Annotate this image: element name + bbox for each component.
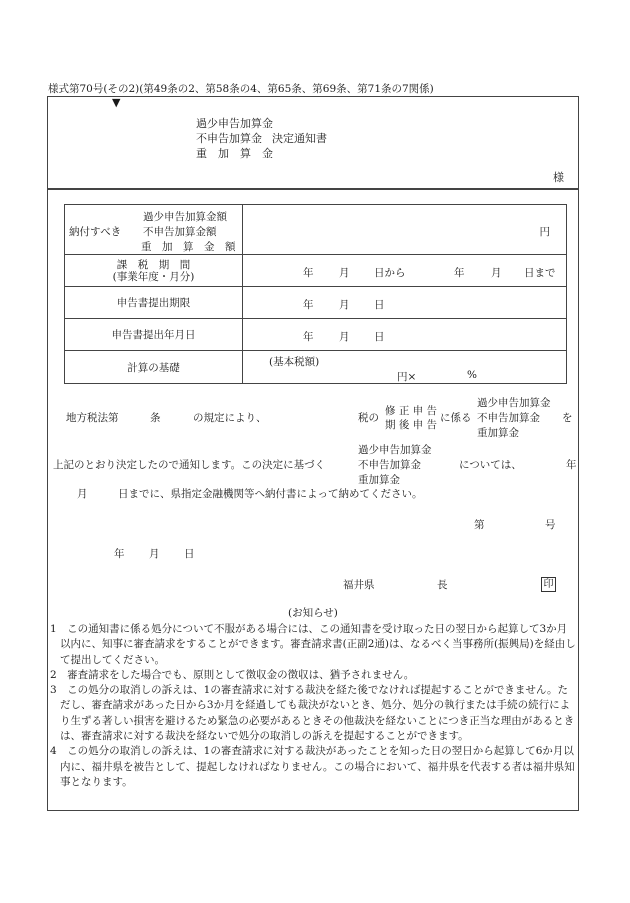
table-row (65, 255, 567, 287)
amount-label-1: 過少申告加算金額 (143, 210, 227, 223)
pay-year: 年 (566, 459, 577, 471)
basis-value-cell[interactable] (243, 351, 567, 384)
doc-number-go: 号 (545, 519, 556, 531)
period-to: 日まで (524, 266, 556, 279)
deadline-label-cell: 申告書提出期限 (65, 287, 243, 319)
deadline-month: 月 (339, 298, 350, 311)
period-value-cell[interactable] (243, 255, 567, 287)
deadline-day: 日 (374, 298, 385, 311)
revise-option-1: 修 正 申 告 (385, 405, 438, 417)
amount-value-cell[interactable] (243, 205, 567, 255)
about-text: については、 (459, 459, 522, 471)
title-line-2 (196, 133, 327, 146)
seal-icon: 印 (541, 577, 556, 592)
title-line-3: 重 加 算 金 (196, 147, 273, 160)
table-row (65, 205, 567, 255)
law-prefix: 地方税法第 (66, 412, 119, 424)
issue-month: 月 (149, 548, 160, 560)
basis-percent: % (467, 368, 477, 381)
pay-instruction: 日までに、県指定金融機関等へ納付書によって納めてください。 (118, 488, 423, 500)
table-row (65, 319, 567, 351)
notice-item-2: 2 審査請求をした場合でも、原則として徴収金の徴収は、猶予されません。 (50, 668, 415, 681)
notice-item-4: 4 この処分の取消しの訴えは、1の審査請求に対する裁決があったことを知った日の翌日から起算して6か月以内に、福井県を被告として、提起しなければなりません。この場合において、福井県を代表する者は福井県知事となります。 (50, 745, 575, 788)
basic-tax-label: (基本税額) (269, 355, 320, 368)
title-line-2a: 不申告加算金 (196, 132, 262, 145)
amount-label-2: 不申告加算金額 (143, 225, 217, 238)
submit-month: 月 (339, 330, 350, 343)
kasan-option-2: 不申告加算金 (477, 412, 540, 424)
issue-day: 日 (184, 548, 195, 560)
kasan-option-b2: 不申告加算金 (358, 459, 421, 471)
kasan-option-1: 過少申告加算金 (477, 397, 551, 409)
wo-particle: を (562, 412, 573, 424)
info-table (64, 204, 567, 384)
period-sublabel: (事業年度・月分) (112, 270, 195, 283)
notice-item-3: 3 この処分の取消しの訴えは、1の審査請求に対する裁決を経た後でなければ提起することができません。ただし、審査請求があった日から3か月を経過しても裁決がないとき、処分、処分の執行または手続の続行により生ずる著しい損害を避けるため緊急の必要があるときその他裁決を経ないことにつき正当な理由があるときは、審査請求に対する裁決を経ないで処分の取消しの訴えを提起することができます。 (50, 684, 575, 743)
basis-label-cell: 計算の基礎 (65, 351, 243, 384)
decided-text: 上記のとおり決定したので通知します。この決定に基づく (53, 459, 326, 471)
deadline-value-cell[interactable] (243, 287, 567, 319)
amount-prefix: 納付すべき (69, 225, 122, 238)
pertaining-text: に係る (440, 412, 472, 424)
period-month-1: 月 (339, 266, 350, 279)
issuer-prefecture: 福井県 (343, 579, 375, 591)
arrow-marker-icon: ▼ (112, 96, 121, 109)
law-provision: の規定により、 (193, 412, 267, 424)
deadline-year: 年 (303, 298, 314, 311)
pay-month: 月 (77, 488, 88, 500)
period-year-1: 年 (303, 266, 314, 279)
period-from: 日から (374, 266, 406, 279)
period-label: 課 税 期 間 (116, 258, 191, 271)
notice-item-1: 1 この通知書に係る処分について不服がある場合には、この通知書を受け取った日の翌日から起算して3か月以内に、知事に審査請求をすることができます。審査請求書(正副2通)は、なるべく当事務所(振興局)を経由して提出してください。 (50, 623, 576, 666)
issuer-head: 長 (437, 579, 448, 591)
amount-label-cell (65, 205, 243, 255)
kasan-option-b1: 過少申告加算金 (358, 444, 432, 456)
submit-day: 日 (374, 330, 385, 343)
table-row (65, 351, 567, 384)
table-row (65, 287, 567, 319)
kasan-option-b3: 重加算金 (358, 474, 400, 486)
submit-date-value-cell[interactable] (243, 319, 567, 351)
issue-year: 年 (114, 548, 125, 560)
addressee-suffix: 様 (553, 171, 564, 184)
basis-yen: 円× (397, 370, 417, 383)
title-line-1: 過少申告加算金 (196, 117, 273, 130)
period-year-2: 年 (454, 266, 465, 279)
form-reference: 様式第70号(その2)(第49条の2、第58条の4、第65条、第69条、第71条の7関係) (48, 83, 434, 95)
notice-list (50, 622, 576, 790)
period-label-cell (65, 255, 243, 287)
submit-date-label-cell: 申告書提出年月日 (65, 319, 243, 351)
title-line-2b: 決定通知書 (272, 132, 327, 145)
period-month-2: 月 (491, 266, 502, 279)
tax-no: 税の (358, 412, 379, 424)
submit-year: 年 (303, 330, 314, 343)
amount-label-3: 重 加 算 金 額 (141, 240, 236, 253)
law-article: 条 (150, 412, 161, 424)
kasan-option-3: 重加算金 (477, 427, 519, 439)
revise-option-2: 期 後 申 告 (385, 419, 438, 431)
notice-title: (お知らせ) (288, 607, 338, 619)
amount-unit: 円 (539, 225, 550, 238)
doc-number-dai: 第 (474, 519, 485, 531)
